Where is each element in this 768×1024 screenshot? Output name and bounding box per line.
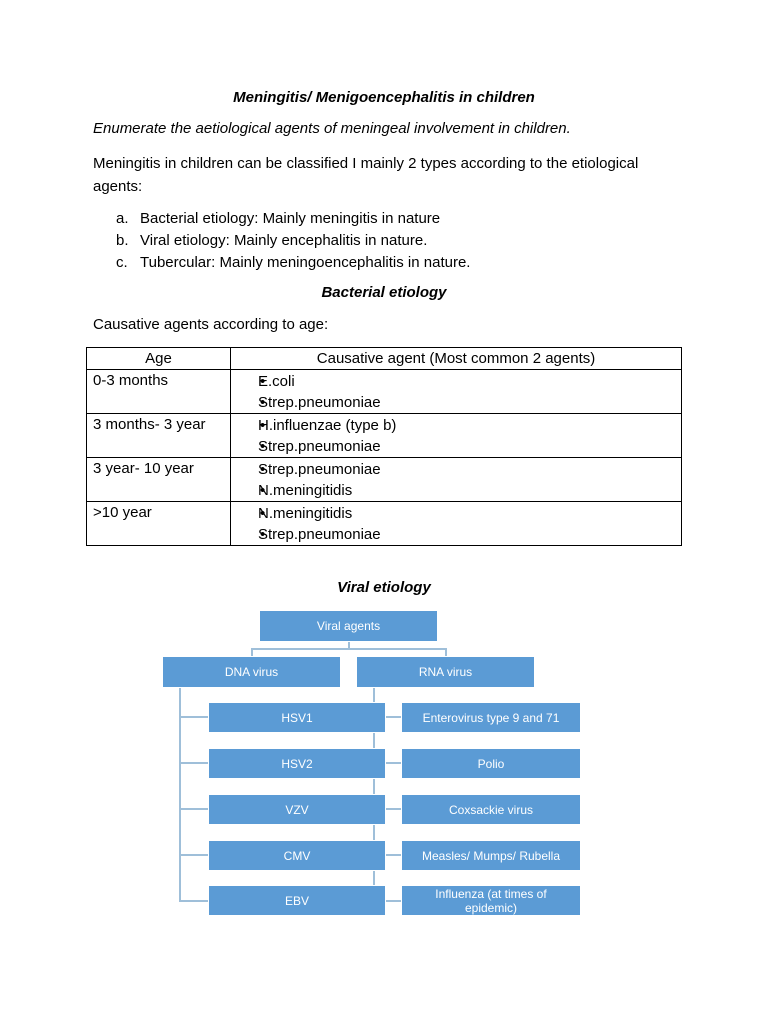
- table-cell-age: 3 months- 3 year: [87, 414, 231, 458]
- list-marker: b.: [116, 232, 129, 249]
- rna-node-measles: Measles/ Mumps/ Rubella: [401, 840, 581, 871]
- connector: [179, 687, 181, 902]
- table-cell-agents: [231, 370, 682, 414]
- table-cell-agents: [231, 502, 682, 546]
- list-text: Viral etiology: Mainly encephalitis in nature.: [140, 232, 428, 249]
- agent-item: • Strep.pneumoniae: [231, 459, 681, 480]
- list-item: [116, 252, 470, 274]
- connector: [179, 716, 208, 718]
- agent-item: • N.meningitidis: [231, 503, 681, 524]
- table-header-agent: Causative agent (Most common 2 agents): [231, 348, 682, 370]
- connector: [179, 900, 208, 902]
- intro-paragraph: Meningitis in children can be classified I mainly 2 types according to the etiological agents:: [93, 155, 639, 195]
- connector: [179, 808, 208, 810]
- table-cell-age: 3 year- 10 year: [87, 458, 231, 502]
- page-title: Meningitis/ Menigoencephalitis in children: [233, 89, 535, 106]
- bacterial-subheading: Causative agents according to age:: [93, 316, 329, 333]
- rna-virus-node: RNA virus: [356, 656, 535, 688]
- dna-virus-node: DNA virus: [162, 656, 341, 688]
- agent-item: • N.meningitidis: [231, 480, 681, 501]
- root-node: Viral agents: [259, 610, 438, 642]
- list-text: Tubercular: Mainly meningoencephalitis in nature.: [140, 254, 471, 271]
- agent-item: • Strep.pneumoniae: [231, 524, 681, 545]
- agent-item: • Strep.pneumoniae: [231, 436, 681, 457]
- list-item: [116, 208, 470, 230]
- dna-node-hsv1: HSV1: [208, 702, 386, 733]
- connector: [179, 854, 208, 856]
- causative-agents-table: [86, 347, 682, 546]
- dna-node-cmv: CMV: [208, 840, 386, 871]
- dna-node-ebv: EBV: [208, 885, 386, 916]
- agent-item: • E.coli: [231, 371, 681, 392]
- dna-node-vzv: VZV: [208, 794, 386, 825]
- rna-node-polio: Polio: [401, 748, 581, 779]
- viral-heading: Viral etiology: [337, 579, 431, 596]
- table-cell-age: 0-3 months: [87, 370, 231, 414]
- list-marker: c.: [116, 254, 128, 271]
- table-row: [87, 502, 682, 546]
- rna-node-influenza: Influenza (at times of epidemic): [401, 885, 581, 916]
- table-header-age: Age: [87, 348, 231, 370]
- table-row: [87, 370, 682, 414]
- rna-node-enterovirus: Enterovirus type 9 and 71: [401, 702, 581, 733]
- list-marker: a.: [116, 210, 129, 227]
- dna-node-hsv2: HSV2: [208, 748, 386, 779]
- connector: [251, 648, 447, 650]
- table-row: [87, 414, 682, 458]
- table-header-row: [87, 348, 682, 370]
- agent-item: • Strep.pneumoniae: [231, 392, 681, 413]
- table-cell-agents: [231, 458, 682, 502]
- list-item: [116, 230, 470, 252]
- connector: [179, 762, 208, 764]
- agent-item: • H.influenzae (type b): [231, 415, 681, 436]
- table-cell-age: >10 year: [87, 502, 231, 546]
- list-text: Bacterial etiology: Mainly meningitis in nature: [140, 210, 441, 227]
- rna-node-coxsackie: Coxsackie virus: [401, 794, 581, 825]
- question: Enumerate the aetiological agents of meningeal involvement in children.: [93, 120, 571, 137]
- bacterial-heading: Bacterial etiology: [321, 284, 447, 301]
- table-cell-agents: [231, 414, 682, 458]
- types-list: [116, 208, 470, 274]
- table-row: [87, 458, 682, 502]
